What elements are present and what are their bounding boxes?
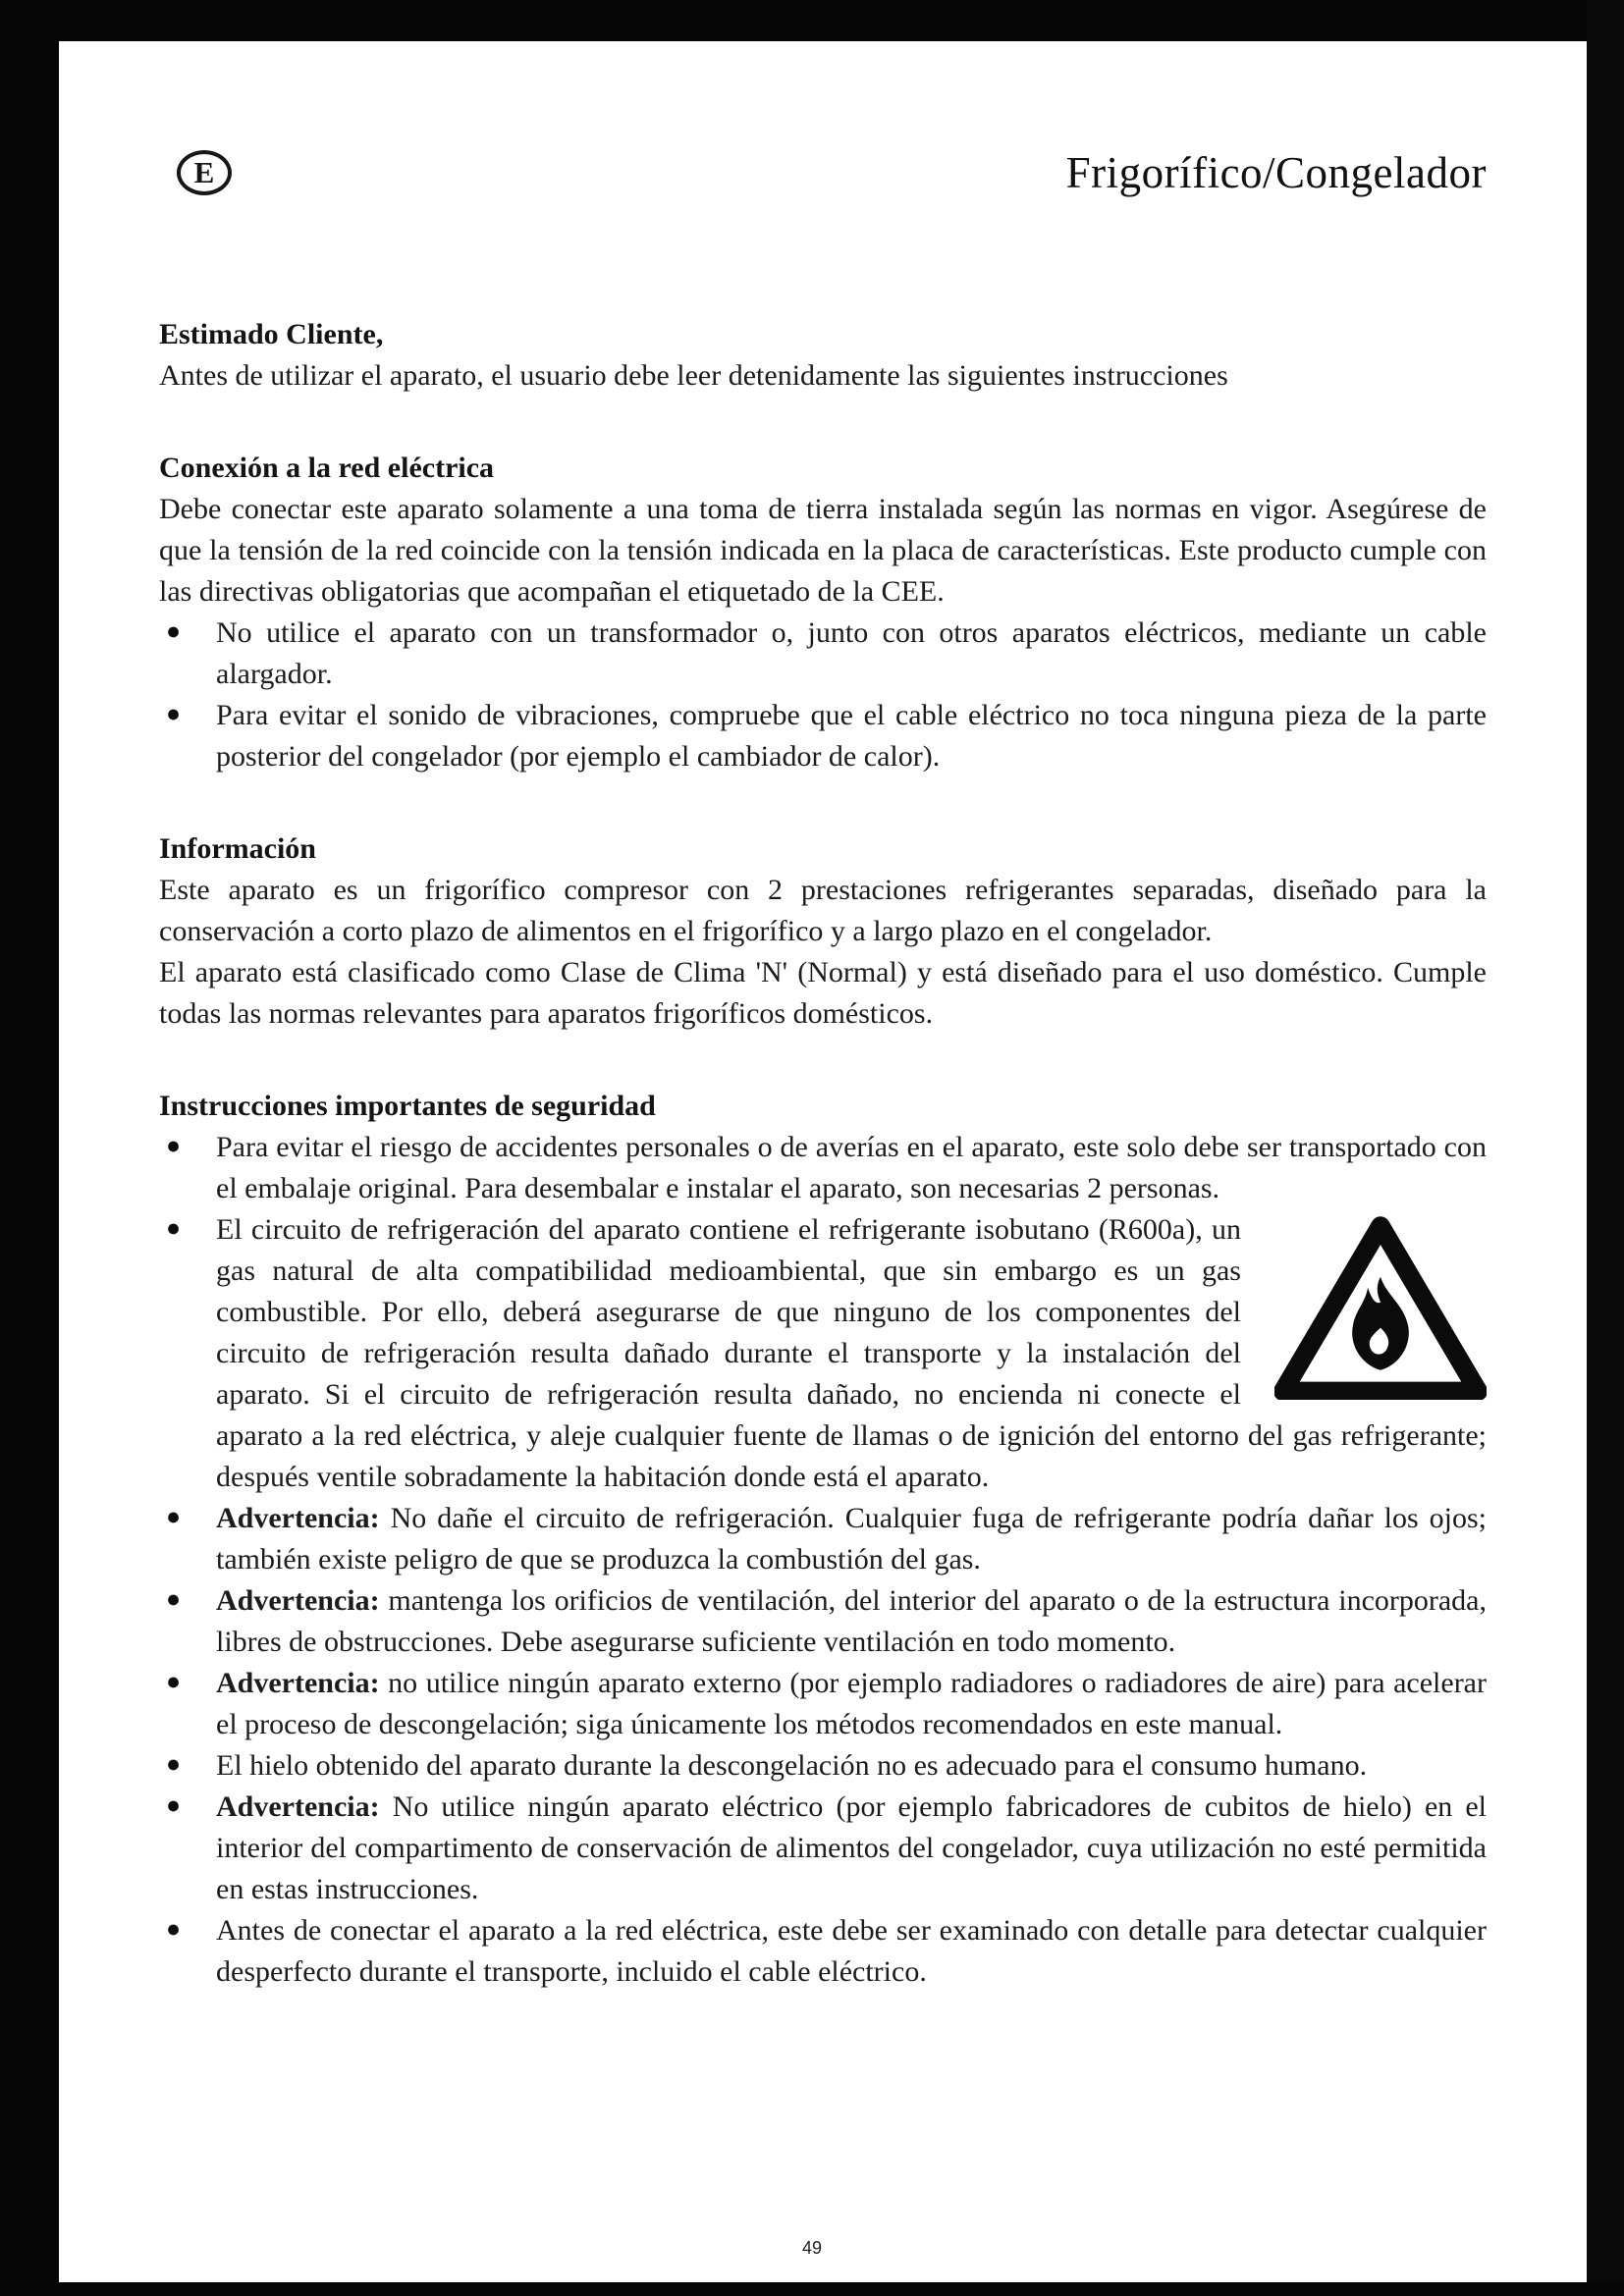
intro-body: Antes de utilizar el aparato, el usuario debe leer detenidamente las siguientes instrucciones <box>159 359 1228 392</box>
list-item <box>159 1663 1487 1745</box>
connection-heading: Conexión a la red eléctrica <box>159 452 495 484</box>
page-header <box>159 147 1487 198</box>
list-item-bold: Advertencia: <box>216 1667 380 1699</box>
list-item-text: El circuito de refrigeración del aparato contiene el refrigerante isobutano (R600a), un gas natural de alta compatibilidad medioambiental, que sin embargo es un gas combustible. Por ello, deberá asegurarse de que ninguno de los componentes del circuito de refrigeración resulta dañado durante el transporte y la instalación del aparato. Si el circuito de refrigeración resulta dañado, no encienda ni conecte el aparato a la red eléctrica, y aleje cualquier fuente de llamas o de ignición del entorno del gas refrigerante; después ventile sobradamente la habitación donde está el aparato. <box>216 1213 1487 1493</box>
bullet-icon: ● <box>166 1586 182 1613</box>
scan-border-bottom <box>0 2282 1624 2296</box>
bullet-icon: ● <box>166 1215 182 1242</box>
list-item-refrigerant-warning <box>159 1209 1487 1498</box>
scan-border-top <box>0 0 1624 41</box>
bullet-icon: ● <box>166 618 182 645</box>
list-item <box>159 1745 1487 1787</box>
connection-body: Debe conectar este aparato solamente a una toma de tierra instalada según las normas en vigor. Asegúrese de que la tensión de la red coincide con la tensión indicada en la placa de características. Este producto cumple con las directivas obligatorias que acompañan el etiquetado de la CEE. <box>159 493 1487 608</box>
bullet-icon: ● <box>166 1916 182 1943</box>
page-number: 49 <box>801 2238 823 2258</box>
list-item-text: No utilice el aparato con un transformador o, junto con otros aparatos eléctricos, mediante un cable alargador. <box>216 616 1487 690</box>
page-title: Frigorífico/Congelador <box>1065 148 1487 197</box>
section-safety <box>159 1086 1487 1993</box>
bullet-icon: ● <box>166 1504 182 1530</box>
scan-border-right <box>1587 0 1624 2296</box>
page-content <box>159 147 1487 1993</box>
information-para2: El aparato está clasificado como Clase de Clima 'N' (Normal) y está diseñado para el uso doméstico. Cumple todas las normas relevantes para aparatos frigoríficos domésticos. <box>159 956 1487 1030</box>
section-connection <box>159 448 1487 777</box>
list-item <box>159 1580 1487 1663</box>
list-item-text: Antes de conectar el aparato a la red eléctrica, este debe ser examinado con detalle para detectar cualquier desperfecto durante el transporte, incluido el cable eléctrico. <box>216 1914 1487 1988</box>
safety-heading: Instrucciones importantes de seguridad <box>159 1090 656 1122</box>
list-item-text: Para evitar el sonido de vibraciones, compruebe que el cable eléctrico no toca ninguna pieza de la parte posterior del congelador (por ejemplo el cambiador de calor). <box>216 699 1487 773</box>
list-item-text: no utilice ningún aparato externo (por ejemplo radiadores o radiadores de aire) para acelerar el proceso de descongelación; siga únicamente los métodos recomendados en este manual. <box>216 1667 1487 1740</box>
list-item-text: mantenga los orificios de ventilación, del interior del aparato o de la estructura incorporada, libres de obstrucciones. Debe asegurarse suficiente ventilación en todo momento. <box>216 1584 1487 1658</box>
list-item <box>159 1910 1487 1993</box>
list-item-text: Para evitar el riesgo de accidentes personales o de averías en el aparato, este solo debe ser transportado con el embalaje original. Para desembalar e instalar el aparato, son necesarias 2 personas. <box>216 1131 1487 1204</box>
bullet-icon: ● <box>166 1133 182 1159</box>
list-item <box>159 1787 1487 1910</box>
bullet-icon: ● <box>166 1751 182 1778</box>
list-item <box>159 1127 1487 1209</box>
list-item-bold: Advertencia: <box>216 1790 380 1823</box>
list-item-text: El hielo obtenido del aparato durante la descongelación no es adecuado para el consumo humano. <box>216 1749 1368 1782</box>
list-item <box>159 695 1487 777</box>
list-item <box>159 1498 1487 1580</box>
bullet-icon: ● <box>166 701 182 727</box>
information-heading: Información <box>159 832 316 865</box>
list-item <box>159 613 1487 695</box>
language-badge: E <box>177 150 232 195</box>
intro-heading: Estimado Cliente, <box>159 318 384 350</box>
list-item-text: No utilice ningún aparato eléctrico (por ejemplo fabricadores de cubitos de hielo) en el interior del compartimento de conservación de alimentos del congelador, cuya utilización no esté permitida en estas instrucciones. <box>216 1790 1487 1905</box>
section-intro <box>159 314 1487 397</box>
list-item-bold: Advertencia: <box>216 1502 380 1534</box>
bullet-icon: ● <box>166 1669 182 1695</box>
scan-border-left <box>0 0 59 2296</box>
section-information <box>159 828 1487 1035</box>
bullet-icon: ● <box>166 1792 182 1819</box>
information-para1: Este aparato es un frigorífico compresor con 2 prestaciones refrigerantes separadas, diseñado para la conservación a corto plazo de alimentos en el frigorífico y a largo plazo en el congelador. <box>159 874 1487 947</box>
list-item-bold: Advertencia: <box>216 1584 380 1617</box>
list-item-text: No dañe el circuito de refrigeración. Cualquier fuga de refrigerante podría dañar los ojos; también existe peligro de que se produzca la combustión del gas. <box>216 1502 1487 1575</box>
flammable-warning-icon <box>1274 1213 1487 1400</box>
